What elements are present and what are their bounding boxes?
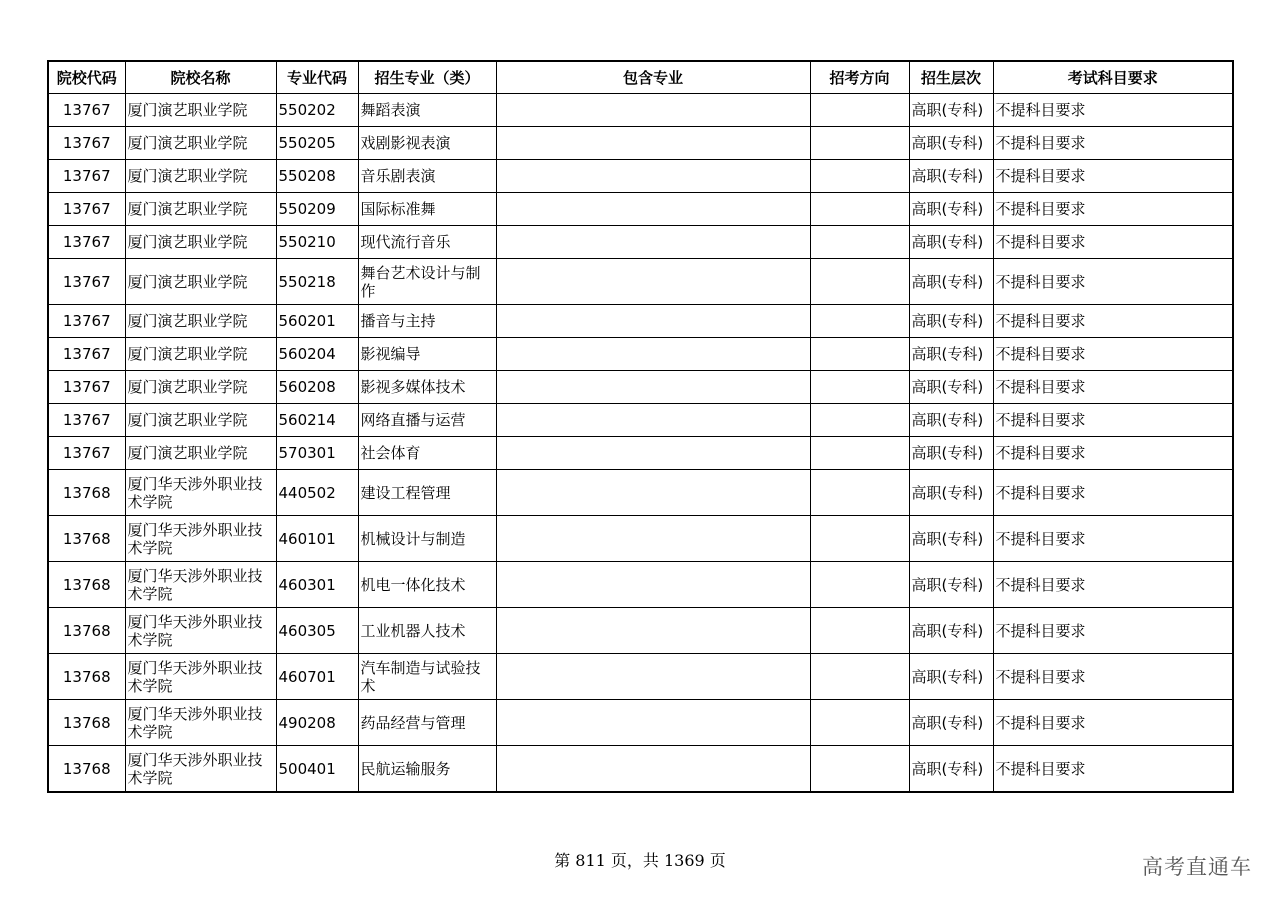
subject-requirement-cell: 不提科目要求 (993, 371, 1233, 404)
school-code-cell: 13768 (48, 746, 125, 793)
major-code-cell: 460305 (276, 608, 358, 654)
major-code-cell: 550209 (276, 193, 358, 226)
major-cell: 建设工程管理 (358, 470, 496, 516)
subject-requirement-cell: 不提科目要求 (993, 470, 1233, 516)
school-code-cell: 13767 (48, 127, 125, 160)
school-code-cell: 13768 (48, 700, 125, 746)
included-majors-cell (496, 700, 810, 746)
school-name-cell: 厦门华天涉外职业技术学院 (125, 746, 276, 793)
header-direction: 招考方向 (810, 61, 909, 94)
school-name-cell: 厦门华天涉外职业技术学院 (125, 562, 276, 608)
school-code-cell: 13767 (48, 193, 125, 226)
school-code-cell: 13767 (48, 371, 125, 404)
level-cell: 高职(专科) (909, 562, 993, 608)
direction-cell (810, 654, 909, 700)
included-majors-cell (496, 562, 810, 608)
subject-requirement-cell: 不提科目要求 (993, 437, 1233, 470)
included-majors-cell (496, 160, 810, 193)
major-code-cell: 560208 (276, 371, 358, 404)
major-cell: 现代流行音乐 (358, 226, 496, 259)
direction-cell (810, 371, 909, 404)
included-majors-cell (496, 259, 810, 305)
included-majors-cell (496, 608, 810, 654)
level-cell: 高职(专科) (909, 700, 993, 746)
level-cell: 高职(专科) (909, 259, 993, 305)
included-majors-cell (496, 305, 810, 338)
subject-requirement-cell: 不提科目要求 (993, 654, 1233, 700)
included-majors-cell (496, 94, 810, 127)
included-majors-cell (496, 470, 810, 516)
subject-requirement-cell: 不提科目要求 (993, 700, 1233, 746)
included-majors-cell (496, 226, 810, 259)
subject-requirement-cell: 不提科目要求 (993, 404, 1233, 437)
school-name-cell: 厦门演艺职业学院 (125, 127, 276, 160)
major-cell: 影视编导 (358, 338, 496, 371)
subject-requirement-cell: 不提科目要求 (993, 193, 1233, 226)
level-cell: 高职(专科) (909, 654, 993, 700)
table-row (48, 371, 1233, 404)
level-cell: 高职(专科) (909, 160, 993, 193)
direction-cell (810, 437, 909, 470)
school-code-cell: 13767 (48, 404, 125, 437)
subject-requirement-cell: 不提科目要求 (993, 94, 1233, 127)
level-cell: 高职(专科) (909, 94, 993, 127)
direction-cell (810, 562, 909, 608)
included-majors-cell (496, 516, 810, 562)
school-name-cell: 厦门演艺职业学院 (125, 404, 276, 437)
school-name-cell: 厦门演艺职业学院 (125, 193, 276, 226)
level-cell: 高职(专科) (909, 608, 993, 654)
major-code-cell: 560204 (276, 338, 358, 371)
table-row (48, 259, 1233, 305)
table-body (48, 94, 1233, 793)
major-code-cell: 560201 (276, 305, 358, 338)
included-majors-cell (496, 437, 810, 470)
table-row (48, 437, 1233, 470)
table-row (48, 746, 1233, 793)
major-cell: 舞蹈表演 (358, 94, 496, 127)
subject-requirement-cell: 不提科目要求 (993, 259, 1233, 305)
school-code-cell: 13768 (48, 608, 125, 654)
major-code-cell: 550208 (276, 160, 358, 193)
school-name-cell: 厦门演艺职业学院 (125, 338, 276, 371)
table-row (48, 608, 1233, 654)
subject-requirement-cell: 不提科目要求 (993, 226, 1233, 259)
table-row (48, 305, 1233, 338)
header-included-majors: 包含专业 (496, 61, 810, 94)
school-name-cell: 厦门华天涉外职业技术学院 (125, 470, 276, 516)
direction-cell (810, 516, 909, 562)
level-cell: 高职(专科) (909, 746, 993, 793)
school-name-cell: 厦门华天涉外职业技术学院 (125, 700, 276, 746)
table-row (48, 193, 1233, 226)
school-name-cell: 厦门演艺职业学院 (125, 305, 276, 338)
major-cell: 音乐剧表演 (358, 160, 496, 193)
major-code-cell: 550202 (276, 94, 358, 127)
major-cell: 国际标准舞 (358, 193, 496, 226)
table-row (48, 94, 1233, 127)
school-code-cell: 13767 (48, 437, 125, 470)
header-major: 招生专业（类） (358, 61, 496, 94)
major-cell: 网络直播与运营 (358, 404, 496, 437)
level-cell: 高职(专科) (909, 193, 993, 226)
direction-cell (810, 193, 909, 226)
direction-cell (810, 94, 909, 127)
included-majors-cell (496, 193, 810, 226)
level-cell: 高职(专科) (909, 226, 993, 259)
major-cell: 机电一体化技术 (358, 562, 496, 608)
table-row (48, 700, 1233, 746)
major-code-cell: 550218 (276, 259, 358, 305)
included-majors-cell (496, 404, 810, 437)
school-name-cell: 厦门演艺职业学院 (125, 437, 276, 470)
level-cell: 高职(专科) (909, 127, 993, 160)
major-cell: 民航运输服务 (358, 746, 496, 793)
school-code-cell: 13767 (48, 94, 125, 127)
direction-cell (810, 608, 909, 654)
watermark: 高考直通车 (1142, 855, 1252, 879)
major-cell: 工业机器人技术 (358, 608, 496, 654)
table-row (48, 654, 1233, 700)
school-code-cell: 13767 (48, 226, 125, 259)
table-header-row (48, 61, 1233, 94)
subject-requirement-cell: 不提科目要求 (993, 338, 1233, 371)
major-cell: 汽车制造与试验技术 (358, 654, 496, 700)
page-number: 第 811 页，共 1369 页 (554, 851, 726, 870)
header-subject-requirement: 考试科目要求 (993, 61, 1233, 94)
direction-cell (810, 160, 909, 193)
table-row (48, 516, 1233, 562)
school-code-cell: 13768 (48, 562, 125, 608)
major-code-cell: 570301 (276, 437, 358, 470)
table-row (48, 127, 1233, 160)
direction-cell (810, 305, 909, 338)
header-level: 招生层次 (909, 61, 993, 94)
major-code-cell: 550210 (276, 226, 358, 259)
level-cell: 高职(专科) (909, 470, 993, 516)
included-majors-cell (496, 654, 810, 700)
table-row (48, 338, 1233, 371)
major-cell: 机械设计与制造 (358, 516, 496, 562)
header-major-code: 专业代码 (276, 61, 358, 94)
major-code-cell: 460101 (276, 516, 358, 562)
subject-requirement-cell: 不提科目要求 (993, 305, 1233, 338)
direction-cell (810, 127, 909, 160)
table-row (48, 226, 1233, 259)
school-name-cell: 厦门演艺职业学院 (125, 94, 276, 127)
major-cell: 播音与主持 (358, 305, 496, 338)
school-name-cell: 厦门演艺职业学院 (125, 226, 276, 259)
included-majors-cell (496, 127, 810, 160)
school-name-cell: 厦门演艺职业学院 (125, 160, 276, 193)
school-name-cell: 厦门演艺职业学院 (125, 371, 276, 404)
major-cell: 影视多媒体技术 (358, 371, 496, 404)
included-majors-cell (496, 371, 810, 404)
subject-requirement-cell: 不提科目要求 (993, 608, 1233, 654)
direction-cell (810, 700, 909, 746)
school-name-cell: 厦门华天涉外职业技术学院 (125, 608, 276, 654)
subject-requirement-cell: 不提科目要求 (993, 562, 1233, 608)
included-majors-cell (496, 746, 810, 793)
table-row (48, 404, 1233, 437)
table-row (48, 160, 1233, 193)
school-code-cell: 13768 (48, 470, 125, 516)
school-code-cell: 13767 (48, 338, 125, 371)
header-school-code: 院校代码 (48, 61, 125, 94)
direction-cell (810, 226, 909, 259)
direction-cell (810, 338, 909, 371)
level-cell: 高职(专科) (909, 338, 993, 371)
direction-cell (810, 470, 909, 516)
school-code-cell: 13768 (48, 516, 125, 562)
subject-requirement-cell: 不提科目要求 (993, 127, 1233, 160)
subject-requirement-cell: 不提科目要求 (993, 746, 1233, 793)
school-name-cell: 厦门华天涉外职业技术学院 (125, 516, 276, 562)
table-row (48, 562, 1233, 608)
major-code-cell: 460701 (276, 654, 358, 700)
major-cell: 社会体育 (358, 437, 496, 470)
school-name-cell: 厦门华天涉外职业技术学院 (125, 654, 276, 700)
school-code-cell: 13767 (48, 259, 125, 305)
major-code-cell: 460301 (276, 562, 358, 608)
subject-requirement-cell: 不提科目要求 (993, 160, 1233, 193)
level-cell: 高职(专科) (909, 305, 993, 338)
school-name-cell: 厦门演艺职业学院 (125, 259, 276, 305)
level-cell: 高职(专科) (909, 437, 993, 470)
table-row (48, 470, 1233, 516)
school-code-cell: 13767 (48, 305, 125, 338)
direction-cell (810, 259, 909, 305)
major-cell: 舞台艺术设计与制作 (358, 259, 496, 305)
major-code-cell: 490208 (276, 700, 358, 746)
major-code-cell: 500401 (276, 746, 358, 793)
direction-cell (810, 404, 909, 437)
major-cell: 药品经营与管理 (358, 700, 496, 746)
header-school-name: 院校名称 (125, 61, 276, 94)
school-code-cell: 13768 (48, 654, 125, 700)
enrollment-table (47, 60, 1234, 793)
level-cell: 高职(专科) (909, 371, 993, 404)
school-code-cell: 13767 (48, 160, 125, 193)
direction-cell (810, 746, 909, 793)
level-cell: 高职(专科) (909, 404, 993, 437)
subject-requirement-cell: 不提科目要求 (993, 516, 1233, 562)
level-cell: 高职(专科) (909, 516, 993, 562)
major-code-cell: 440502 (276, 470, 358, 516)
major-code-cell: 560214 (276, 404, 358, 437)
major-cell: 戏剧影视表演 (358, 127, 496, 160)
included-majors-cell (496, 338, 810, 371)
major-code-cell: 550205 (276, 127, 358, 160)
